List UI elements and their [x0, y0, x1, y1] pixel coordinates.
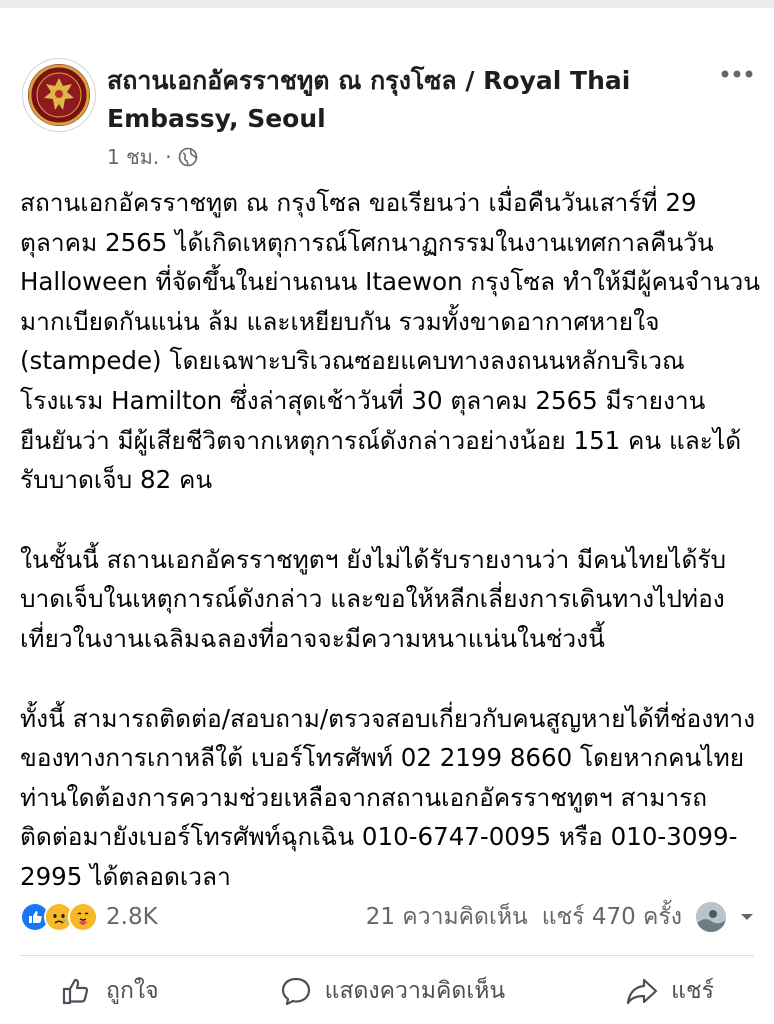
- top-bar: [0, 0, 774, 8]
- actions-divider: [20, 955, 754, 956]
- share-label: แชร์: [671, 978, 714, 1004]
- viewer-avatar[interactable]: [696, 902, 726, 932]
- like-label: ถูกใจ: [106, 978, 159, 1004]
- post-stats: [20, 897, 754, 937]
- embassy-emblem-icon: [28, 64, 90, 126]
- post-paragraph-2: ในชั้นนี้ สถานเอกอัครราชทูตฯ ยังไม่ได้รับรายงานว่า มีคนไทยได้รับบาดเจ็บในเหตุการณ์ดังกล่าว และขอให้หลีกเลี่ยงการเดินทางไปท่องเที่ยวในงานเฉลิมฉลองที่อาจจะมีความหนาแน่นในช่วงนี้: [20, 544, 727, 653]
- stats-right: [366, 899, 754, 935]
- reactions-count: 2.8K: [106, 904, 158, 930]
- page-name[interactable]: สถานเอกอัครราชทูต ณ กรุงโซล / Royal Thai Embassy, Seoul: [107, 66, 631, 133]
- page-avatar[interactable]: [22, 58, 96, 132]
- reactions-summary[interactable]: [20, 902, 158, 932]
- post-meta: [107, 144, 198, 170]
- shares-count[interactable]: แชร์ 470 ครั้ง: [541, 904, 682, 930]
- more-horizontal-icon[interactable]: [720, 64, 754, 84]
- chevron-down-icon[interactable]: [740, 912, 754, 922]
- care-reaction-icon: [68, 902, 98, 932]
- comment-label: แสดงความคิดเห็น: [324, 978, 506, 1004]
- like-button[interactable]: [60, 973, 159, 1009]
- post-paragraph-3: ทั้งนี้ สามารถติดต่อ/สอบถาม/ตรวจสอบเกี่ยวกับคนสูญหายได้ที่ช่องทางของทางการเกาหลีใต้ เบอร์โทรศัพท์ 02 2199 8660 โดยหากคนไทยท่านใดต้องการความช่วยเหลือจากสถานเอกอัครราชทูตฯ สามารถติดต่อมายังเบอร์โทรศัพท์ฉุกเฉิน 010-6747-0095 หรือ 010-3099-2995 ได้ตลอดเวลา: [20, 703, 756, 891]
- post-actions: [0, 962, 774, 1020]
- post-paragraph-1: สถานเอกอัครราชทูต ณ กรุงโซล ขอเรียนว่า เมื่อคืนวันเสาร์ที่ 29 ตุลาคม 2565 ได้เกิดเหตุการณ์โศกนาฏกรรมในงานเทศกาลคืนวัน Halloween ที่จัดขึ้นในย่านถนน Itaewon กรุงโซล ทำให้มีผู้คนจำนวนมากเบียดกันแน่น ล้ม และเหยียบกัน รวมทั้งขาดอากาศหายใจ (stampede) โดยเฉพาะบริเวณซอยแคบทางลงถนนหลักบริเวณโรงแรม Hamilton ซึ่งล่าสุดเช้าวันที่ 30 ตุลาคม 2565 มีรายงานยืนยันว่า มีผู้เสียชีวิตจากเหตุการณ์ดังกล่าวอย่างน้อย 151 คน และได้รับบาดเจ็บ 82 คน: [20, 188, 760, 495]
- meta-separator: ·: [165, 145, 172, 169]
- post-timestamp[interactable]: 1 ชม.: [107, 145, 160, 169]
- post-header: [0, 50, 774, 175]
- comment-bubble-icon: [279, 974, 313, 1008]
- share-arrow-icon: [625, 974, 659, 1008]
- comment-button[interactable]: [279, 973, 505, 1009]
- post-body: [20, 183, 760, 937]
- comments-count[interactable]: 21 ความคิดเห็น: [365, 904, 528, 930]
- globe-icon[interactable]: [178, 147, 198, 167]
- share-button[interactable]: [625, 973, 714, 1009]
- thumbs-up-icon: [60, 974, 94, 1008]
